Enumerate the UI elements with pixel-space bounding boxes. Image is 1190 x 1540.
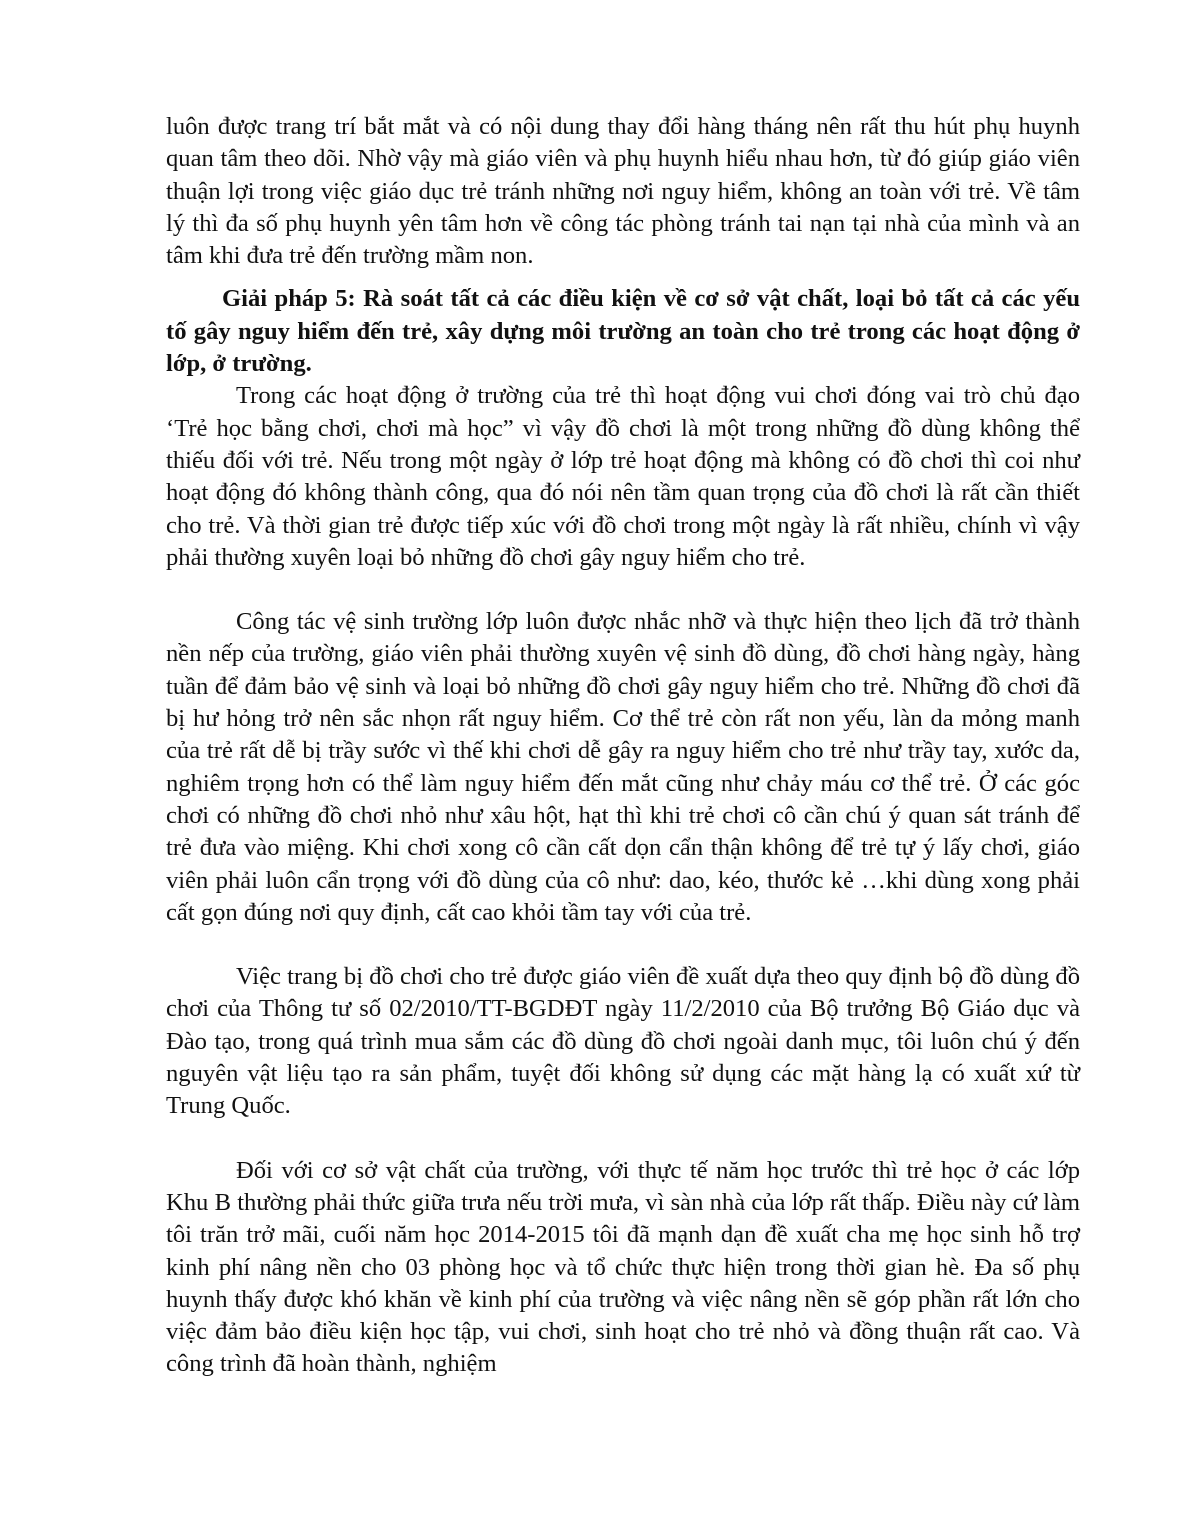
solution-5-heading: Giải pháp 5: Rà soát tất cả các điều kiện về cơ sở vật chất, loại bỏ tất cả các yếu tố gây nguy hiểm đến trẻ, xây dựng môi trường an toàn cho trẻ trong các hoạt động ở lớp, ở trường. bbox=[166, 285, 1080, 378]
document-page bbox=[166, 111, 1080, 1381]
paragraph-toys-role: Trong các hoạt động ở trường của trẻ thì hoạt động vui chơi đóng vai trò chủ đạo ‘Trẻ học bằng chơi, chơi mà học” vì vậy đồ chơi là một trong những đồ dùng không thể thiếu đối với trẻ. Nếu trong một ngày ở lớp trẻ hoạt động mà không có đồ chơi thì coi như hoạt động đó không thành công, qua đó nói nên tầm quan trọng của đồ chơi là rất cần thiết cho trẻ. Và thời gian trẻ được tiếp xúc với đồ chơi trong một ngày là rất nhiều, chính vì vậy phải thường xuyên loại bỏ những đồ chơi gây nguy hiểm cho trẻ. bbox=[166, 382, 1080, 571]
paragraph-facilities: Đối với cơ sở vật chất của trường, với thực tế năm học trước thì trẻ học ở các lớp Khu B thường phải thức giữa trưa nếu trời mưa, vì sàn nhà của lớp rất thấp. Điều này cứ làm tôi trăn trở mãi, cuối năm học 2014-2015 tôi đã mạnh dạn đề xuất cha mẹ học sinh hỗ trợ kinh phí nâng nền cho 03 phòng học và tổ chức thực hiện trong thời gian hè. Đa số phụ huynh thấy được khó khăn về kinh phí của trường và việc nâng nền sẽ góp phần rất lớn cho việc đảm bảo điều kiện học tập, vui chơi, sinh hoạt cho trẻ nhỏ và đồng thuận rất cao. Và công trình đã hoàn thành, nghiệm bbox=[166, 1156, 1080, 1378]
paragraph-hygiene: Công tác vệ sinh trường lớp luôn được nhắc nhỡ và thực hiện theo lịch đã trở thành nền nếp của trường, giáo viên phải thường xuyên vệ sinh đồ dùng, đồ chơi hàng ngày, hàng tuần để đảm bảo vệ sinh và loại bỏ những đồ chơi gây nguy hiểm cho trẻ. Những đồ chơi đã bị hư hỏng trở nên sắc nhọn rất nguy hiểm. Cơ thể trẻ còn rất non yếu, làn da mỏng manh của trẻ rất dễ bị trầy sước vì thế khi chơi dễ gây ra nguy hiểm cho trẻ như trầy tay, xước da, nghiêm trọng hơn có thể làm nguy hiểm đến mắt cũng như chảy máu cơ thể trẻ. Ở các góc chơi có những đồ chơi nhỏ như xâu hột, hạt thì khi trẻ chơi cô cần chú ý quan sát tránh để trẻ đưa vào miệng. Khi chơi xong cô cần cất dọn cẩn thận không để trẻ tự ý lấy chơi, giáo viên phải luôn cẩn trọng với đồ dùng của cô như: dao, kéo, thước kẻ …khi dùng xong phải cất gọn đúng nơi quy định, cất cao khỏi tầm tay với của trẻ. bbox=[166, 608, 1080, 926]
paragraph-equipment: Việc trang bị đồ chơi cho trẻ được giáo viên đề xuất dựa theo quy định bộ đồ dùng đồ chơi của Thông tư số 02/2010/TT-BGDĐT ngày 11/2/2010 của Bộ trưởng Bộ Giáo dục và Đào tạo, trong quá trình mua sắm các đồ dùng đồ chơi ngoài danh mục, tôi luôn chú ý đến nguyên vật liệu tạo ra sản phẩm, tuyệt đối không sử dụng các mặt hàng lạ có xuất xứ từ Trung Quốc. bbox=[166, 963, 1080, 1120]
paragraph-intro-continued: luôn được trang trí bắt mắt và có nội dung thay đổi hàng tháng nên rất thu hút phụ huynh quan tâm theo dõi. Nhờ vậy mà giáo viên và phụ huynh hiểu nhau hơn, từ đó giúp giáo viên thuận lợi trong việc giáo dục trẻ tránh những nơi nguy hiểm, không an toàn với trẻ. Về tâm lý thì đa số phụ huynh yên tâm hơn về công tác phòng tránh tai nạn tại nhà của mình và an tâm khi đưa trẻ đến trường mầm non. bbox=[166, 113, 1080, 270]
